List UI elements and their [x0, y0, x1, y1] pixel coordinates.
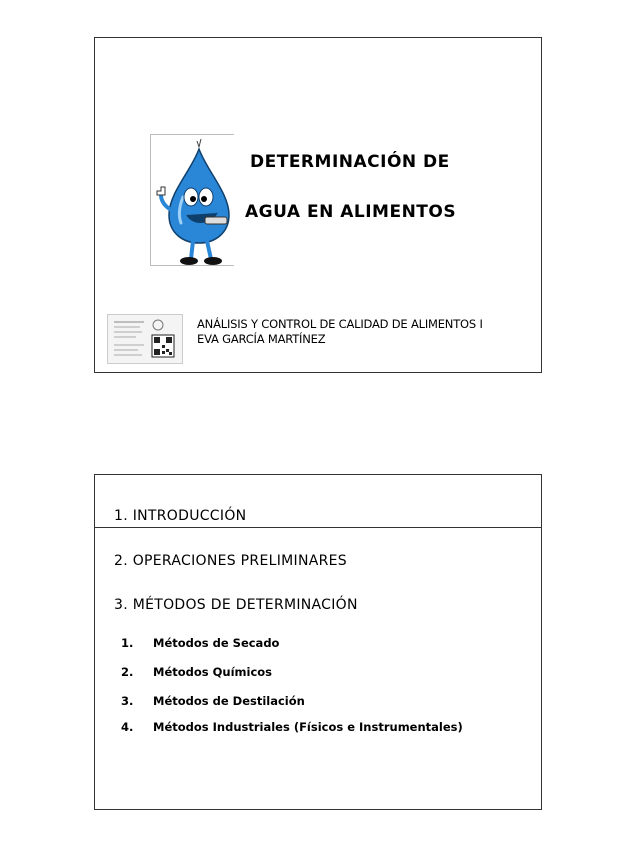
- slide-title-line-2: AGUA EN ALIMENTOS: [245, 202, 457, 222]
- slide-title-line-1: DETERMINACIÓN DE: [250, 152, 450, 172]
- toc-subsection-label: Métodos de Destilación: [153, 694, 305, 708]
- course-name: ANÁLISIS Y CONTROL DE CALIDAD DE ALIMENTOS I: [197, 317, 483, 331]
- water-drop-mascot-icon: [150, 134, 234, 266]
- toc-section-1: 1. INTRODUCCIÓN: [114, 508, 247, 524]
- toc-subsection-4: [121, 720, 463, 734]
- toc-subsection-3: [121, 694, 305, 708]
- toc-section-3: 3. MÉTODOS DE DETERMINACIÓN: [114, 597, 358, 613]
- toc-subsection-1: [121, 636, 279, 650]
- toc-subsection-label: Métodos de Secado: [153, 636, 280, 650]
- title-slide: [94, 37, 542, 373]
- toc-subsection-number: 2.: [121, 665, 134, 679]
- toc-subsection-label: Métodos Químicos: [153, 665, 273, 679]
- toc-subsection-label: Métodos Industriales (Físicos e Instrumentales): [153, 720, 463, 734]
- toc-subsection-number: 4.: [121, 720, 134, 734]
- toc-subsection-2: [121, 665, 272, 679]
- contents-slide: [94, 474, 542, 810]
- toc-section-2: 2. OPERACIONES PRELIMINARES: [114, 553, 347, 569]
- author-name: EVA GARCÍA MARTÍNEZ: [197, 332, 326, 346]
- document-seal-qr-icon: [107, 314, 183, 364]
- toc-subsection-number: 3.: [121, 694, 134, 708]
- toc-subsection-number: 1.: [121, 636, 134, 650]
